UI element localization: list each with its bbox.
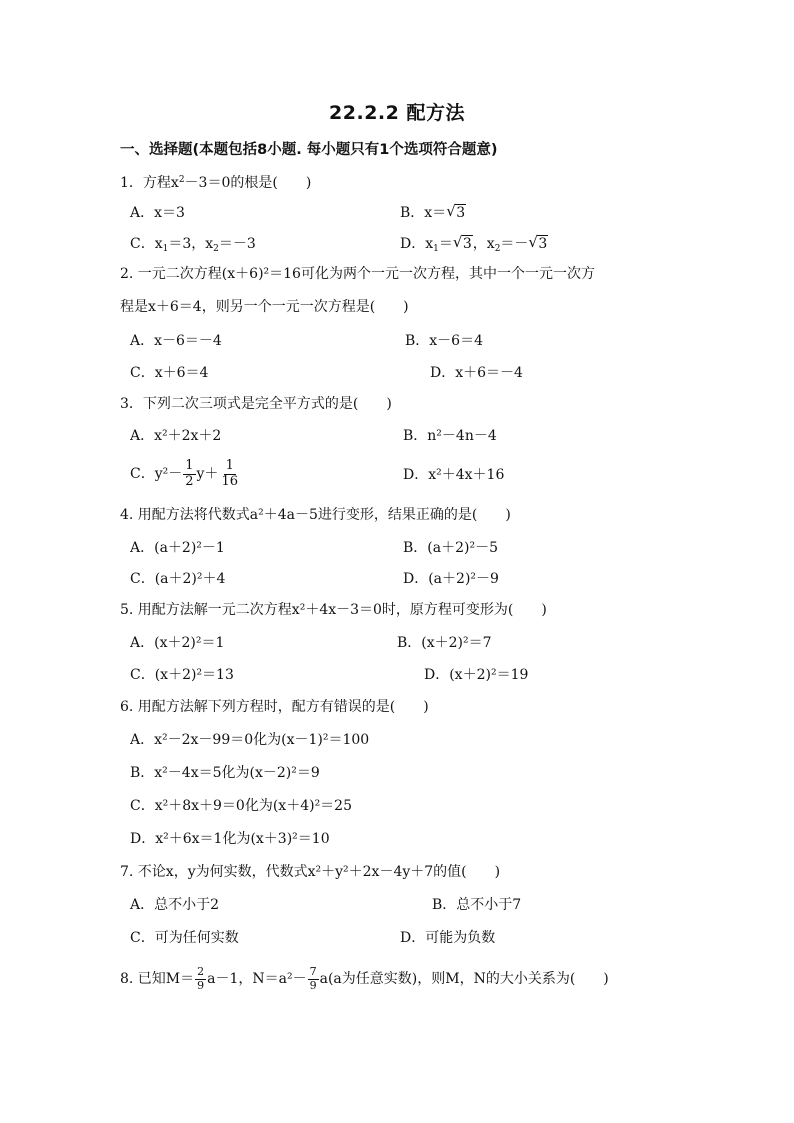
question-2-option-d: D．x＋6＝－4 (430, 365, 523, 381)
sqrt-symbol: √ 3 (452, 233, 472, 252)
question-1-option-b: B．x＝ √ 3 (400, 202, 466, 221)
fraction: $\frac{7}{9}$ (309, 965, 317, 992)
section-heading: 一、选择题(本题包括8小题. 每小题只有1个选项符合题意) (120, 142, 498, 158)
page-title: 22.2.2 配方法 (329, 102, 465, 124)
question-6-option-d: D．x²＋6x＝1化为(x＋3)²＝10 (130, 831, 330, 847)
question-4-stem: 4. 用配方法将代数式a²＋4a－5进行变形，结果正确的是( ) (120, 507, 511, 523)
question-7-option-c: C．可为任何实数 (130, 930, 239, 946)
question-2-stem-line-1: 2. 一元二次方程(x＋6)²＝16可化为两个一元一次方程，其中一个一元一次方 (120, 266, 595, 282)
question-2-option-b: B．x－6＝4 (405, 333, 483, 349)
question-1-option-c: C．$x_1=3$，$x_2=-3$ (130, 236, 256, 254)
question-3-option-a: A．x²＋2x＋2 (130, 428, 222, 444)
question-2-option-a: A．x－6＝－4 (130, 333, 222, 349)
question-3-option-b: B．n²－4n－4 (403, 428, 497, 444)
question-7-option-b: B．总不小于7 (432, 897, 522, 913)
question-2-option-c: C．x＋6＝4 (130, 365, 209, 381)
question-3-option-d: D．x²＋4x＋16 (403, 467, 505, 483)
question-6-option-c: C．x²＋8x＋9＝0化为(x＋4)²＝25 (130, 798, 352, 814)
sqrt-symbol: √ 3 (528, 233, 548, 252)
question-4-option-c: C．(a＋2)²＋4 (130, 571, 226, 587)
question-6-stem: 6. 用配方法解下列方程时，配方有错误的是( ) (120, 699, 429, 715)
fraction: $\frac{2}{9}$ (197, 965, 205, 992)
question-4-option-d: D．(a＋2)²－9 (403, 571, 499, 587)
question-1-option-d: D．$x_1=$ √ 3，$x_2=-$ √ 3 (400, 233, 548, 254)
fraction: $\frac{1}{2}$ (185, 458, 194, 489)
question-7-option-a: A．总不小于2 (130, 897, 220, 913)
sqrt-symbol: √ 3 (446, 202, 466, 221)
question-7-option-d: D．可能为负数 (400, 930, 496, 946)
question-3-stem: 3．下列二次三项式是完全平方式的是( ) (120, 396, 392, 412)
question-4-option-b: B．(a＋2)²－5 (403, 540, 498, 556)
question-5-option-c: C．(x＋2)²＝13 (130, 667, 234, 683)
question-7-stem: 7. 不论x，y为何实数，代数式x²＋y²＋2x－4y＋7的值( ) (120, 864, 501, 880)
question-3-option-c: C．y²－ $\frac{1}{2}$ y＋ $\frac{1}{16}$ (130, 458, 238, 489)
question-1-option-a: A．x＝3 (130, 205, 185, 221)
question-5-option-b: B．(x＋2)²＝7 (397, 635, 492, 651)
question-8-stem: 8. 已知M＝ $\frac{2}{9}$ a－1，N＝a²－ $\frac{7}{9}$ a(a为任意实数)，则M，N的大小关系为( ) (120, 965, 609, 992)
question-5-option-a: A．(x＋2)²＝1 (130, 635, 225, 651)
question-2-stem-line-2: 程是x＋6＝4，则另一个一元一次方程是( ) (120, 299, 409, 315)
question-4-option-a: A．(a＋2)²－1 (130, 540, 225, 556)
question-5-stem: 5. 用配方法解一元二次方程x²＋4x－3＝0时，原方程可变形为( ) (120, 602, 547, 618)
question-6-option-b: B．x²－4x＝5化为(x－2)²＝9 (130, 765, 320, 781)
question-6-option-a: A．x²－2x－99＝0化为(x－1)²＝100 (130, 732, 370, 748)
question-5-option-d: D．(x＋2)²＝19 (424, 667, 529, 683)
question-1-stem: 1．方程$x^2-3=0$的根是( ) (120, 175, 312, 191)
fraction: $\frac{1}{16}$ (221, 458, 238, 489)
